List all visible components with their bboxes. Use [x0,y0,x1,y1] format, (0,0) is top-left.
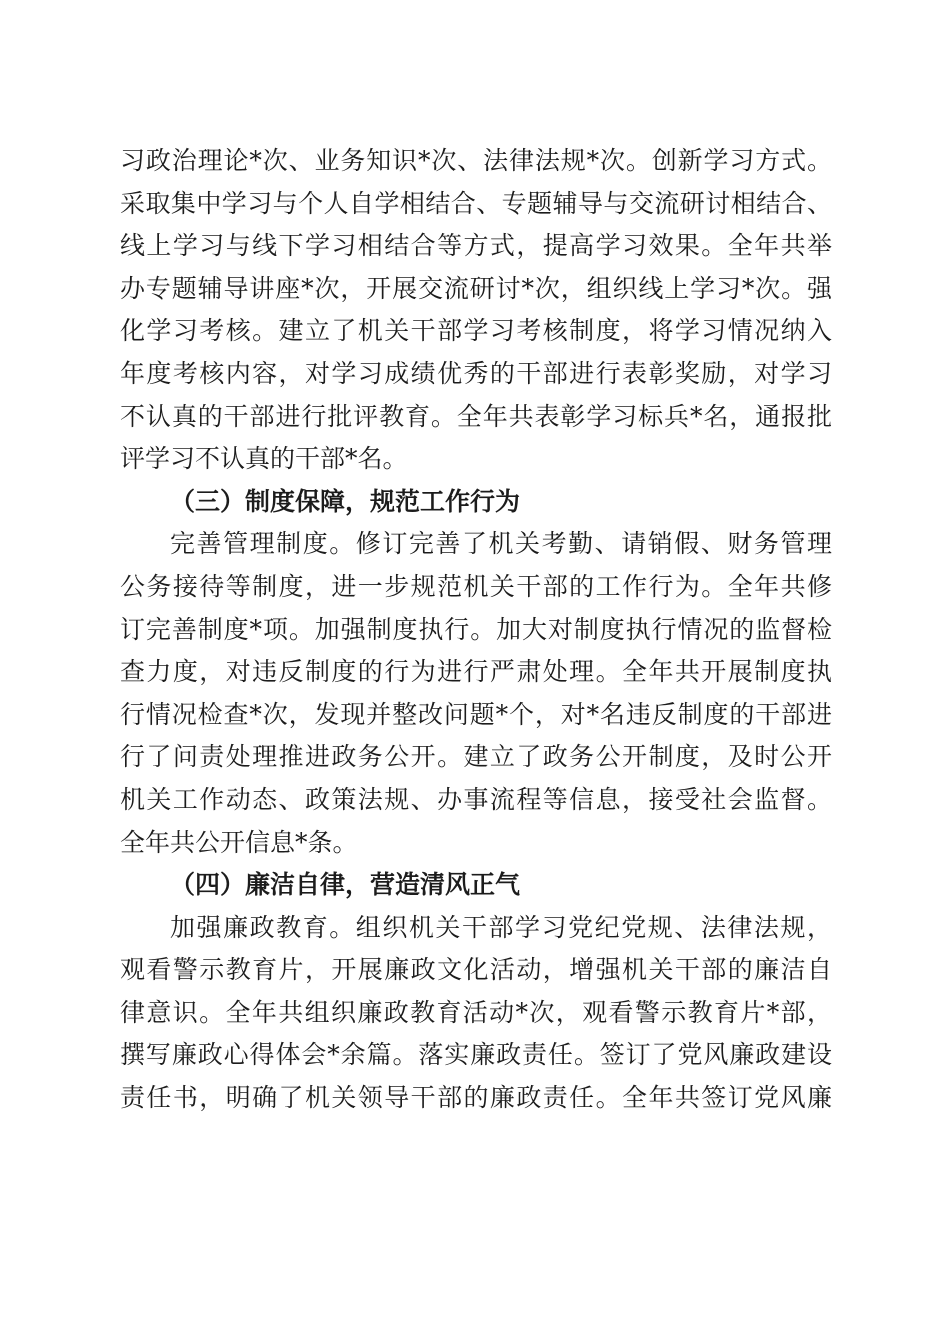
text-line: 化学习考核。建立了机关干部学习考核制度，将学习情况纳入 [120,316,832,346]
text-line: 办专题辅导讲座*次，开展交流研讨*次，组织线上学习*次。强 [120,273,832,303]
text-line: 订完善制度*项。加强制度执行。加大对制度执行情况的监督检 [120,614,832,644]
section-heading: （三）制度保障，规范工作行为 [170,486,521,516]
text-line: 行情况检查*次，发现并整改问题*个，对*名违反制度的干部进 [120,699,832,729]
text-line: 查力度，对违反制度的行为进行严肃处理。全年共开展制度执 [120,657,832,687]
text-line: 全年共公开信息*条。 [120,827,358,857]
text-line: 撰写廉政心得体会*余篇。落实廉政责任。签订了党风廉政建设 [120,1040,832,1070]
text-line: 采取集中学习与个人自学相结合、专题辅导与交流研讨相结合、 [120,188,832,218]
text-line: 观看警示教育片，开展廉政文化活动，增强机关干部的廉洁自 [120,955,832,985]
section-heading: （四）廉洁自律，营造清风正气 [170,870,521,900]
text-line: 加强廉政教育。组织机关干部学习党纪党规、法律法规， [170,912,832,942]
text-line: 习政治理论*次、业务知识*次、法律法规*次。创新学习方式。 [120,146,832,175]
text-line: 年度考核内容，对学习成绩优秀的干部进行表彰奖励，对学习 [120,358,832,388]
text-line: 公务接待等制度，进一步规范机关干部的工作行为。全年共修 [120,571,832,601]
document-body [120,140,832,1120]
text-line: 责任书，明确了机关领导干部的廉政责任。全年共签订党风廉 [120,1083,832,1113]
text-line: 线上学习与线下学习相结合等方式，提高学习效果。全年共举 [120,231,832,261]
text-line: 评学习不认真的干部*名。 [120,444,408,474]
text-line: 行了问责处理推进政务公开。建立了政务公开制度，及时公开 [120,742,832,772]
text-line: 律意识。全年共组织廉政教育活动*次，观看警示教育片*部， [120,997,832,1027]
text-line: 不认真的干部进行批评教育。全年共表彰学习标兵*名，通报批 [120,401,832,431]
text-line: 机关工作动态、政策法规、办事流程等信息，接受社会监督。 [120,784,832,814]
text-line: 完善管理制度。修订完善了机关考勤、请销假、财务管理 [170,529,832,559]
